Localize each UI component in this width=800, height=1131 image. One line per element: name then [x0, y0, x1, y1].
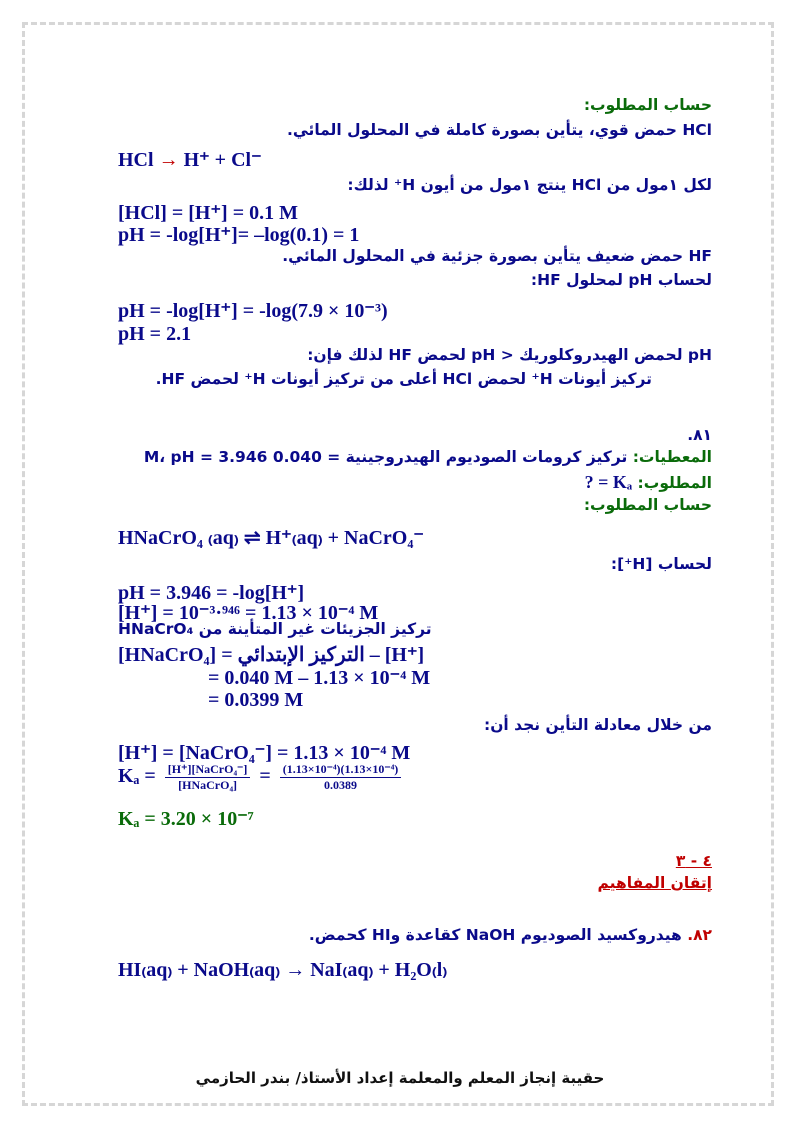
fraction-numerator: [H⁺][NaCrO₄⁻] [165, 762, 251, 778]
hf-ph-equation: pH = -log[H⁺] = -log(7.9 × 10⁻³) [118, 300, 388, 322]
hcl-strong-note: HCl حمض قوي، يتأين بصورة كاملة في المحلول المائي. [286, 121, 712, 139]
hf-ph-value: pH = 2.1 [118, 323, 192, 345]
ph-comparison: pH لحمض الهيدروكلوريك < pH لحمض HF لذلك فإن: [307, 346, 712, 364]
hnacro4-equation: [HNaCrO₄] = التركيز الإبتدائي – [H⁺] [118, 644, 425, 666]
footer-credit: حقيبة إنجاز المعلم والمعلمة إعداد الأستاذ/ بندر الحازمي [195, 1069, 605, 1087]
fraction-denominator: [HNaCrO₄] [178, 778, 238, 792]
hf-calc-note: لحساب pH لمحلول HF: [530, 271, 712, 289]
result-line: = 0.0399 M [208, 689, 304, 711]
ka-expression [118, 762, 405, 793]
mole-ratio-note: لكل ١مول من HCl ينتج ١مول من أيون H⁺ لذلك: [347, 176, 712, 194]
hcl-lhs: HCl [118, 149, 154, 171]
equal-concentrations-equation: [H⁺] = [NaCrO₄⁻] = 1.13 × 10⁻⁴ M [118, 742, 411, 764]
find-h-label: لحساب [H⁺]: [610, 555, 712, 573]
fraction-denominator: 0.0389 [324, 778, 358, 792]
ka-fraction-numeric [280, 762, 402, 793]
required-label: المطلوب: [637, 474, 712, 492]
ka-result: Kₐ = 3.20 × 10⁻⁷ [118, 808, 254, 830]
hcl-dissociation-equation [118, 147, 262, 172]
fraction-numerator: (1.13×10⁻⁴)(1.13×10⁻⁴) [280, 762, 402, 778]
from-equation-note: من خلال معادلة التأين نجد أن: [484, 716, 712, 734]
givens-text: تركيز كرومات الصوديوم الهيدروجينية = 0.040 M، pH = 3.946 [143, 448, 628, 466]
question-82-number: ٨٢. [687, 926, 712, 944]
hcl-rhs: H⁺ + Cl⁻ [183, 149, 262, 171]
hcl-concentration-equation: [HCl] = [H⁺] = 0.1 M [118, 202, 298, 224]
equals-sign: = [259, 765, 271, 788]
subtraction-line: = 0.040 M – 1.13 × 10⁻⁴ M [208, 667, 431, 689]
dissociation-equation: HNaCrO₄ ₍aq₎ ⇌ H⁺₍aq₎ + NaCrO₄⁻ [118, 527, 424, 549]
givens-label: المعطيات: [632, 448, 712, 466]
ph-equation: pH = 3.946 = -log[H⁺] [118, 582, 305, 604]
hf-weak-note: HF حمض ضعيف يتأين بصورة جزئية في المحلول المائي. [282, 247, 712, 265]
hcl-ph-equation: pH = -log[H⁺]= –log(0.1) = 1 [118, 224, 360, 246]
required-line [585, 472, 712, 493]
question-82-body: هيدروكسيد الصوديوم NaOH كقاعدة وHI كحمض. [308, 926, 682, 944]
undissociated-note: تركيز الجزيئات غير المتأينة من HNaCrO₄ [118, 620, 432, 638]
section-number: ٤ - ٣ [675, 852, 712, 870]
required-eq: Kₐ = ? [584, 472, 633, 492]
calc-heading-2: حساب المطلوب: [583, 496, 712, 514]
neutralization-equation: HI₍aq₎ + NaOH₍aq₎ → NaI₍aq₎ + H₂O₍l₎ [118, 959, 448, 981]
question-81-number: ٨١. [687, 426, 712, 444]
conclusion-text: تركيز أيونات H⁺ لحمض HCl أعلى من تركيز أيونات H⁺ لحمض HF. [155, 370, 652, 388]
h-concentration-equation: [H⁺] = 10⁻³·⁹⁴⁶ = 1.13 × 10⁻⁴ M [118, 602, 379, 624]
ka-lhs: Kₐ = [118, 765, 156, 788]
right-arrow-icon: → [158, 149, 179, 171]
givens-line [144, 448, 712, 466]
section-title: إتقان المفاهيم [597, 874, 712, 892]
question-82-text [309, 926, 712, 944]
calc-heading-1: حساب المطلوب: [583, 96, 712, 114]
ka-fraction-symbolic [165, 762, 251, 793]
